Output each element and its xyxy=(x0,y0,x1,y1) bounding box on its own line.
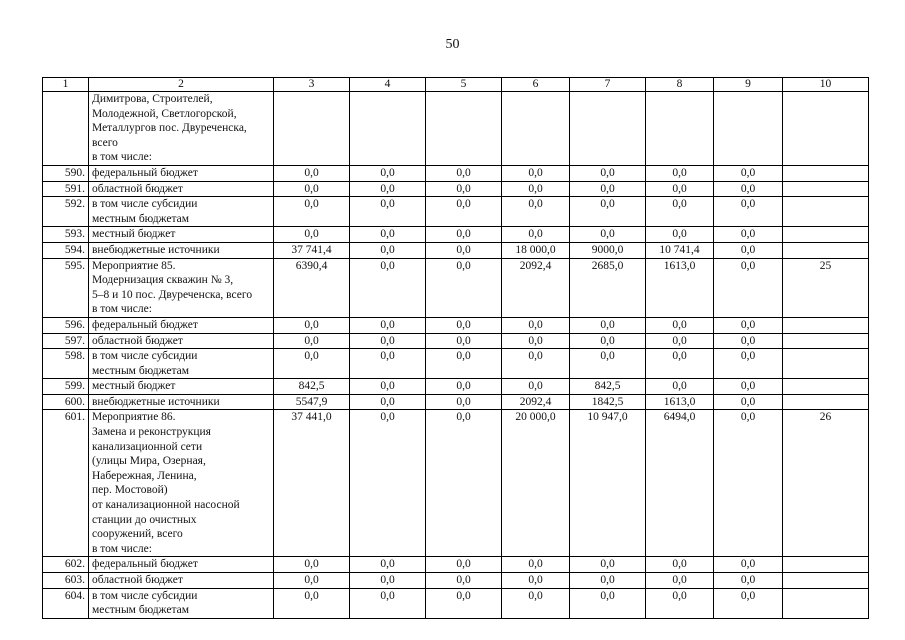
table-row xyxy=(43,410,869,557)
column-header: 5 xyxy=(426,78,502,92)
table-row xyxy=(43,92,869,166)
row-value: 0,0 xyxy=(502,317,570,333)
row-description: Димитрова, Строителей, Молодежной, Светлогорской, Металлургов пос. Двуреченска, всего в том числе: xyxy=(89,92,274,166)
row-value: 0,0 xyxy=(426,573,502,589)
row-description: федеральный бюджет xyxy=(89,317,274,333)
row-value: 0,0 xyxy=(350,410,426,557)
row-value: 0,0 xyxy=(714,379,783,395)
column-header: 4 xyxy=(350,78,426,92)
table-row xyxy=(43,379,869,395)
column-header: 2 xyxy=(89,78,274,92)
row-description: федеральный бюджет xyxy=(89,165,274,181)
row-number: 596. xyxy=(43,317,89,333)
row-value: 0,0 xyxy=(570,317,646,333)
row-description: областной бюджет xyxy=(89,573,274,589)
row-value: 0,0 xyxy=(274,573,350,589)
row-value: 0,0 xyxy=(714,333,783,349)
row-number: 595. xyxy=(43,258,89,317)
row-description: внебюджетные источники xyxy=(89,394,274,410)
row-value: 0,0 xyxy=(570,333,646,349)
row-note xyxy=(783,165,869,181)
row-number: 597. xyxy=(43,333,89,349)
row-value: 0,0 xyxy=(714,573,783,589)
row-value: 0,0 xyxy=(502,557,570,573)
row-number: 602. xyxy=(43,557,89,573)
row-value: 0,0 xyxy=(646,197,714,227)
row-value: 0,0 xyxy=(646,333,714,349)
row-value: 1613,0 xyxy=(646,258,714,317)
row-value: 0,0 xyxy=(350,197,426,227)
row-value: 0,0 xyxy=(426,557,502,573)
row-value: 0,0 xyxy=(570,349,646,379)
row-value xyxy=(570,92,646,166)
row-value xyxy=(714,92,783,166)
row-value: 0,0 xyxy=(502,588,570,618)
row-description: местный бюджет xyxy=(89,227,274,243)
row-value: 0,0 xyxy=(426,317,502,333)
table-row xyxy=(43,394,869,410)
row-value: 0,0 xyxy=(502,349,570,379)
row-value xyxy=(646,92,714,166)
column-header: 10 xyxy=(783,78,869,92)
row-value: 6494,0 xyxy=(646,410,714,557)
table-row xyxy=(43,317,869,333)
row-value xyxy=(274,92,350,166)
row-number: 603. xyxy=(43,573,89,589)
table-row xyxy=(43,588,869,618)
row-description: в том числе субсидии местным бюджетам xyxy=(89,349,274,379)
row-value: 0,0 xyxy=(714,197,783,227)
row-value: 0,0 xyxy=(714,227,783,243)
row-value: 0,0 xyxy=(350,573,426,589)
table-row xyxy=(43,227,869,243)
row-note xyxy=(783,197,869,227)
header-row xyxy=(43,78,869,92)
row-value: 0,0 xyxy=(646,557,714,573)
row-value: 2685,0 xyxy=(570,258,646,317)
row-description: областной бюджет xyxy=(89,181,274,197)
row-value: 0,0 xyxy=(350,349,426,379)
row-value: 2092,4 xyxy=(502,258,570,317)
row-value: 37 441,0 xyxy=(274,410,350,557)
row-value: 0,0 xyxy=(274,349,350,379)
row-value: 0,0 xyxy=(426,197,502,227)
row-value: 0,0 xyxy=(274,557,350,573)
row-value: 0,0 xyxy=(502,165,570,181)
row-value: 0,0 xyxy=(274,197,350,227)
column-header: 7 xyxy=(570,78,646,92)
row-number: 591. xyxy=(43,181,89,197)
row-value: 0,0 xyxy=(274,181,350,197)
row-value: 0,0 xyxy=(274,227,350,243)
row-value xyxy=(426,92,502,166)
row-value xyxy=(502,92,570,166)
row-note xyxy=(783,317,869,333)
row-value: 10 741,4 xyxy=(646,242,714,258)
row-value: 0,0 xyxy=(570,165,646,181)
table-row xyxy=(43,258,869,317)
column-header: 9 xyxy=(714,78,783,92)
row-description: местный бюджет xyxy=(89,379,274,395)
row-value: 0,0 xyxy=(714,557,783,573)
row-value: 0,0 xyxy=(274,317,350,333)
column-header: 8 xyxy=(646,78,714,92)
row-value: 0,0 xyxy=(426,258,502,317)
row-value: 0,0 xyxy=(426,410,502,557)
row-value: 0,0 xyxy=(350,379,426,395)
row-value: 0,0 xyxy=(350,181,426,197)
row-value xyxy=(350,92,426,166)
row-value: 0,0 xyxy=(426,227,502,243)
row-value: 0,0 xyxy=(502,379,570,395)
row-value: 0,0 xyxy=(426,349,502,379)
row-value: 0,0 xyxy=(502,181,570,197)
row-value: 0,0 xyxy=(646,227,714,243)
row-value: 0,0 xyxy=(570,197,646,227)
row-value: 0,0 xyxy=(350,317,426,333)
row-value: 0,0 xyxy=(426,588,502,618)
row-description: федеральный бюджет xyxy=(89,557,274,573)
row-value: 0,0 xyxy=(646,181,714,197)
row-value: 0,0 xyxy=(646,379,714,395)
row-value: 0,0 xyxy=(714,165,783,181)
row-value: 0,0 xyxy=(714,258,783,317)
row-value: 0,0 xyxy=(350,165,426,181)
row-value: 20 000,0 xyxy=(502,410,570,557)
row-value: 0,0 xyxy=(714,349,783,379)
row-value: 0,0 xyxy=(350,227,426,243)
row-number: 598. xyxy=(43,349,89,379)
table-row xyxy=(43,242,869,258)
row-value: 0,0 xyxy=(350,242,426,258)
table-row xyxy=(43,333,869,349)
row-note xyxy=(783,92,869,166)
row-value: 0,0 xyxy=(646,573,714,589)
table-row xyxy=(43,181,869,197)
row-value: 18 000,0 xyxy=(502,242,570,258)
row-value: 0,0 xyxy=(570,573,646,589)
row-value: 0,0 xyxy=(426,394,502,410)
table-row xyxy=(43,349,869,379)
row-value: 2092,4 xyxy=(502,394,570,410)
row-value: 0,0 xyxy=(714,394,783,410)
row-value: 0,0 xyxy=(350,588,426,618)
row-note xyxy=(783,573,869,589)
row-note xyxy=(783,557,869,573)
row-number: 592. xyxy=(43,197,89,227)
row-value: 0,0 xyxy=(570,588,646,618)
row-number: 604. xyxy=(43,588,89,618)
row-value: 0,0 xyxy=(714,181,783,197)
row-value: 0,0 xyxy=(274,333,350,349)
table-row xyxy=(43,165,869,181)
row-value: 0,0 xyxy=(426,242,502,258)
column-header: 6 xyxy=(502,78,570,92)
row-value: 6390,4 xyxy=(274,258,350,317)
row-value: 0,0 xyxy=(714,317,783,333)
row-value: 9000,0 xyxy=(570,242,646,258)
row-note xyxy=(783,181,869,197)
row-value: 0,0 xyxy=(714,588,783,618)
row-value: 1613,0 xyxy=(646,394,714,410)
row-number xyxy=(43,92,89,166)
row-number: 600. xyxy=(43,394,89,410)
row-value: 0,0 xyxy=(646,165,714,181)
row-number: 599. xyxy=(43,379,89,395)
table-row xyxy=(43,573,869,589)
row-value: 0,0 xyxy=(714,242,783,258)
row-value: 0,0 xyxy=(350,557,426,573)
row-value: 37 741,4 xyxy=(274,242,350,258)
row-value: 0,0 xyxy=(646,349,714,379)
row-number: 594. xyxy=(43,242,89,258)
row-value: 0,0 xyxy=(646,317,714,333)
row-value: 0,0 xyxy=(350,258,426,317)
row-value: 0,0 xyxy=(502,333,570,349)
row-description: Мероприятие 86. Замена и реконструкция канализационной сети (улицы Мира, Озерная, Набережная, Ленина, пер. Мостовой) от канализационной насосной станции до очистных сооружений, всего в том числе: xyxy=(89,410,274,557)
row-value: 10 947,0 xyxy=(570,410,646,557)
row-value: 0,0 xyxy=(426,379,502,395)
column-header: 3 xyxy=(274,78,350,92)
row-value: 0,0 xyxy=(274,588,350,618)
row-value: 0,0 xyxy=(570,557,646,573)
row-note: 26 xyxy=(783,410,869,557)
row-description: областной бюджет xyxy=(89,333,274,349)
row-value: 0,0 xyxy=(502,573,570,589)
table-body xyxy=(43,92,869,619)
row-description: в том числе субсидии местным бюджетам xyxy=(89,197,274,227)
row-description: Мероприятие 85. Модернизация скважин № 3, 5–8 и 10 пос. Двуреченска, всего в том числе: xyxy=(89,258,274,317)
row-value: 0,0 xyxy=(426,333,502,349)
row-value: 5547,9 xyxy=(274,394,350,410)
row-number: 593. xyxy=(43,227,89,243)
row-note xyxy=(783,379,869,395)
row-value: 0,0 xyxy=(646,588,714,618)
row-note xyxy=(783,333,869,349)
row-note xyxy=(783,588,869,618)
row-note xyxy=(783,227,869,243)
row-value: 842,5 xyxy=(274,379,350,395)
row-number: 601. xyxy=(43,410,89,557)
row-value: 0,0 xyxy=(426,165,502,181)
row-description: внебюджетные источники xyxy=(89,242,274,258)
row-value: 0,0 xyxy=(274,165,350,181)
row-value: 1842,5 xyxy=(570,394,646,410)
row-value: 0,0 xyxy=(502,227,570,243)
row-description: в том числе субсидии местным бюджетам xyxy=(89,588,274,618)
row-value: 0,0 xyxy=(570,181,646,197)
row-value: 0,0 xyxy=(502,197,570,227)
page-number: 50 xyxy=(445,37,460,52)
row-value: 0,0 xyxy=(426,181,502,197)
row-note xyxy=(783,242,869,258)
row-value: 842,5 xyxy=(570,379,646,395)
row-value: 0,0 xyxy=(350,394,426,410)
row-value: 0,0 xyxy=(714,410,783,557)
row-value: 0,0 xyxy=(570,227,646,243)
table-row xyxy=(43,197,869,227)
table-row xyxy=(43,557,869,573)
row-number: 590. xyxy=(43,165,89,181)
row-value: 0,0 xyxy=(350,333,426,349)
column-header: 1 xyxy=(43,78,89,92)
row-note xyxy=(783,394,869,410)
row-note xyxy=(783,349,869,379)
budget-table xyxy=(42,77,869,619)
row-note: 25 xyxy=(783,258,869,317)
